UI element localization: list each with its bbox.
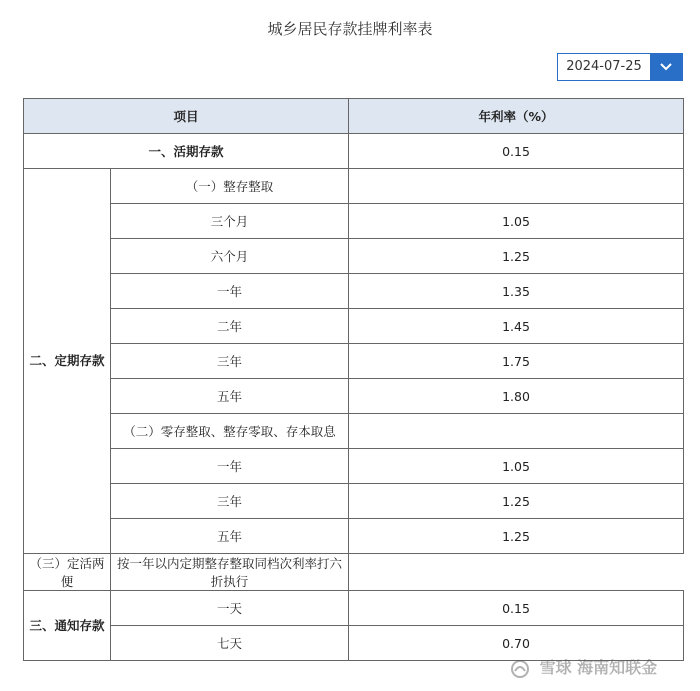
term-cell: 五年	[111, 379, 349, 414]
fixed-group-label: 二、定期存款	[24, 169, 111, 554]
table-row	[24, 274, 684, 309]
sub1-label: （一）整存整取	[111, 169, 349, 204]
rate-cell: 1.80	[349, 379, 684, 414]
rate-cell: 1.25	[349, 519, 684, 554]
table-row	[24, 169, 684, 204]
table-row	[24, 204, 684, 239]
date-select[interactable]	[557, 53, 683, 81]
table-row	[24, 591, 684, 626]
watermark	[510, 655, 695, 681]
rate-cell: 1.45	[349, 309, 684, 344]
table-row	[24, 414, 684, 449]
rate-cell: 0.70	[349, 626, 684, 661]
term-cell: 三年	[111, 484, 349, 519]
rate-cell: 1.35	[349, 274, 684, 309]
table-row	[24, 344, 684, 379]
table-row	[24, 239, 684, 274]
notice-group-label: 三、通知存款	[24, 591, 111, 661]
table-row	[24, 554, 684, 591]
table-header-row	[24, 99, 684, 134]
date-dropdown-button[interactable]	[650, 54, 682, 80]
term-cell: 三个月	[111, 204, 349, 239]
term-cell: 一天	[111, 591, 349, 626]
demand-label: 一、活期存款	[24, 134, 349, 169]
term-cell: 一年	[111, 274, 349, 309]
rate-cell: 1.25	[349, 239, 684, 274]
rate-cell: 1.75	[349, 344, 684, 379]
sub3-rate: 按一年以内定期整存整取同档次利率打六折执行	[111, 554, 349, 591]
term-cell: 六个月	[111, 239, 349, 274]
date-value[interactable]: 2024-07-25	[566, 59, 642, 74]
table-row	[24, 449, 684, 484]
page-title: 城乡居民存款挂牌利率表	[267, 20, 433, 38]
sub3-label: （三）定活两便	[24, 554, 111, 591]
watermark-text: 雪球 海南知联金	[539, 658, 658, 677]
rate-table	[23, 98, 684, 661]
header-rate: 年利率（%）	[349, 99, 684, 134]
table-row	[24, 484, 684, 519]
rate-cell: 0.15	[349, 591, 684, 626]
sub1-rate	[349, 169, 684, 204]
snowball-logo-icon	[510, 659, 530, 679]
term-cell: 一年	[111, 449, 349, 484]
table-row	[24, 134, 684, 169]
rate-cell: 1.25	[349, 484, 684, 519]
term-cell: 七天	[111, 626, 349, 661]
demand-rate: 0.15	[349, 134, 684, 169]
sub2-label: （二）零存整取、整存零取、存本取息	[111, 414, 349, 449]
table-row	[24, 519, 684, 554]
term-cell: 二年	[111, 309, 349, 344]
table-row	[24, 309, 684, 344]
sub2-rate	[349, 414, 684, 449]
chevron-down-icon	[659, 61, 673, 73]
term-cell: 三年	[111, 344, 349, 379]
rate-cell: 1.05	[349, 204, 684, 239]
header-item: 项目	[24, 99, 349, 134]
term-cell: 五年	[111, 519, 349, 554]
table-row	[24, 379, 684, 414]
rate-cell: 1.05	[349, 449, 684, 484]
